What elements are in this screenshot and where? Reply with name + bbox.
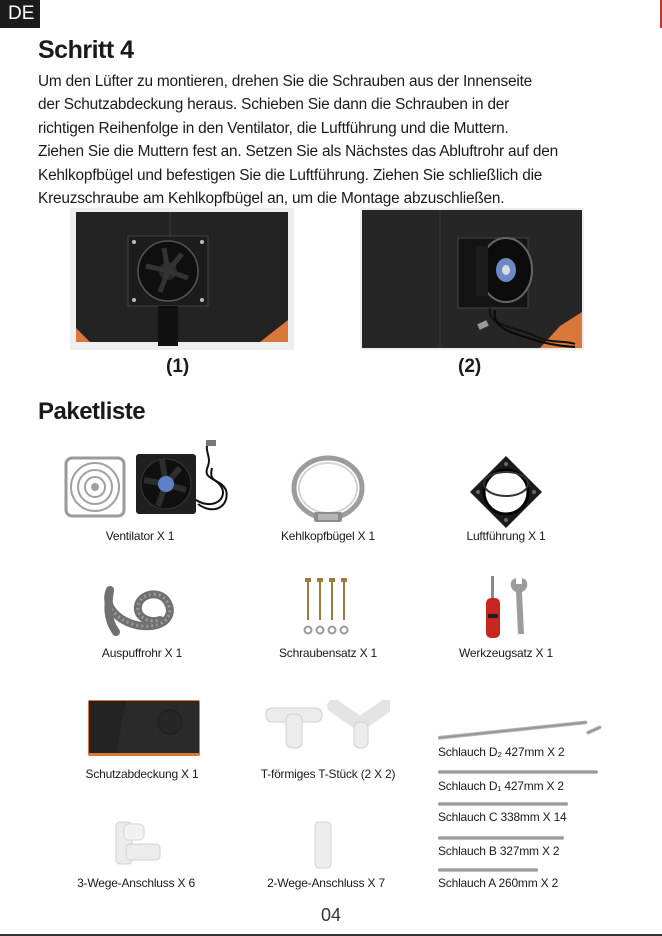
hose-label: Schlauch D₂ 427mm X 2 — [438, 745, 565, 759]
item-label: Schutzabdeckung X 1 — [85, 767, 199, 781]
hose-b-image — [438, 836, 564, 840]
package-list-title: Paketliste — [38, 398, 146, 425]
item-label: Ventilator X 1 — [105, 529, 175, 543]
exhaust-hose-icon — [96, 580, 182, 638]
item-label: T-förmiges T-Stück (2 X 2) — [260, 767, 396, 781]
instruction-line: der Schutzabdeckung heraus. Schieben Sie dann die Schrauben in der — [38, 96, 510, 114]
three-way-connector-icon — [112, 818, 162, 868]
assembly-photo-2 — [360, 208, 584, 350]
hose-d2-image — [438, 720, 588, 740]
item-label: Werkzeugsatz X 1 — [459, 646, 553, 660]
instruction-line: Kehlkopfbügel und befestigen Sie die Luftführung. Ziehen Sie schließlich die — [38, 166, 543, 184]
instruction-line: Kreuzschraube am Kehlkopfbügel an, um die Montage abzuschließen. — [38, 190, 505, 208]
item-label: Schraubensatz X 1 — [279, 646, 377, 660]
item-label: Kehlkopfbügel X 1 — [280, 529, 375, 543]
hose-label: Schlauch D₁ 427mm X 2 — [438, 779, 564, 793]
fan-with-duct-icon — [360, 208, 584, 350]
hose-d2-bend-image — [586, 725, 602, 735]
hose-label: Schlauch B 327mm X 2 — [438, 844, 560, 858]
protective-cover-icon — [86, 698, 202, 758]
page-number: 04 — [320, 905, 342, 925]
item-label: Luftführung X 1 — [466, 529, 546, 543]
hose-d1-image — [438, 770, 598, 774]
screw-set-icon — [298, 576, 358, 636]
photo-caption-1: (1) — [166, 356, 190, 377]
step-title: Schritt 4 — [38, 36, 134, 64]
instruction-line: Ziehen Sie die Muttern fest an. Setzen Sie als Nächstes das Abluftrohr auf den — [38, 143, 558, 161]
hose-a-image — [438, 868, 538, 872]
assembly-photo-1 — [70, 208, 294, 350]
hose-clamp-icon — [286, 452, 370, 526]
instruction-line: Um den Lüfter zu montieren, drehen Sie die Schrauben aus der Innenseite — [38, 73, 533, 90]
language-tag: DE — [0, 0, 40, 28]
hose-label: Schlauch C 338mm X 14 — [438, 810, 567, 824]
item-label: Auspuffrohr X 1 — [101, 646, 183, 660]
item-label: 3-Wege-Anschluss X 6 — [77, 876, 195, 890]
hose-c-image — [438, 802, 568, 806]
step-instructions — [38, 70, 628, 210]
two-way-connector-icon — [312, 820, 334, 870]
instruction-line: richtigen Reihenfolge in den Ventilator, die Luftführung und die Muttern. — [38, 119, 509, 137]
t-connector-icon — [264, 700, 390, 750]
item-label: 2-Wege-Anschluss X 7 — [267, 876, 385, 890]
fan-mounted-cover-icon — [70, 208, 294, 350]
photo-caption-2: (2) — [458, 356, 482, 377]
hose-label: Schlauch A 260mm X 2 — [438, 876, 559, 890]
air-duct-flange-icon — [468, 454, 544, 530]
fan-kit-icon — [62, 440, 232, 524]
tool-kit-icon — [482, 574, 532, 640]
